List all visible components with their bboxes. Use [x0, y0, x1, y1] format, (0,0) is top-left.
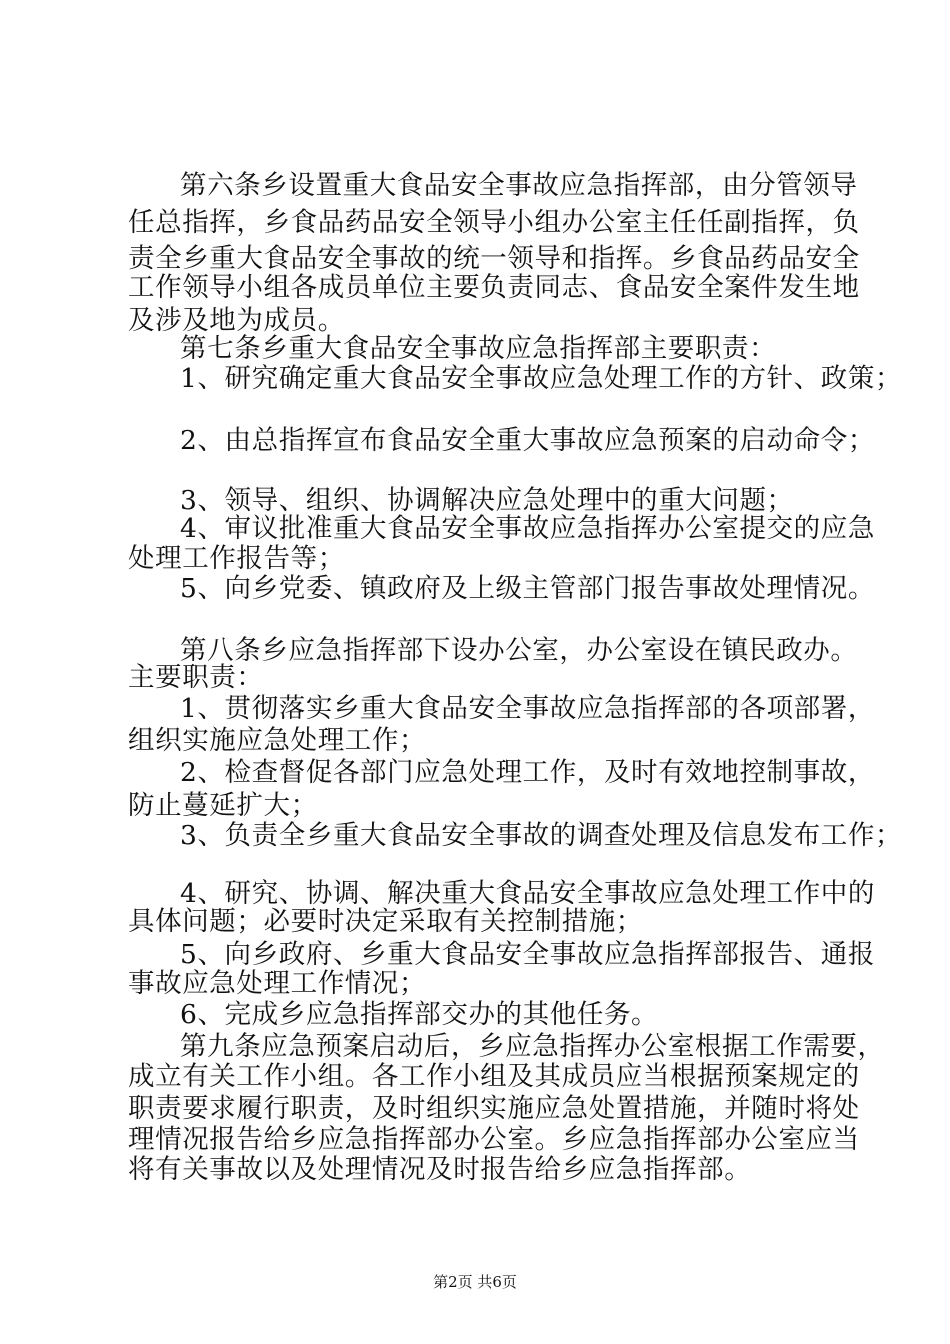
text-line: 工作领导小组各成员单位主要负责同志、食品安全案件发生地	[128, 272, 860, 303]
text-line: 第八条乡应急指挥部下设办公室，办公室设在镇民政办。	[180, 635, 858, 666]
text-line: 2、检查督促各部门应急处理工作，及时有效地控制事故，	[180, 757, 875, 788]
text-line: 事故应急处理工作情况；	[128, 968, 427, 999]
text-line: 6、完成乡应急指挥部交办的其他任务。	[180, 999, 659, 1030]
text-line: 4、审议批准重大食品安全事故应急指挥办公室提交的应急	[180, 513, 875, 544]
text-line: 具体问题；必要时决定采取有关控制措施；	[128, 906, 643, 937]
text-line: 5、向乡政府、乡重大食品安全事故应急指挥部报告、通报	[180, 939, 875, 970]
page-footer: 第2页 共6页	[433, 1273, 517, 1291]
text-line: 2、由总指挥宣布食品安全重大事故应急预案的启动命令；	[180, 425, 875, 456]
text-line: 第七条乡重大食品安全事故应急指挥部主要职责：	[180, 333, 777, 364]
text-line: 及涉及地为成员。	[128, 305, 345, 336]
text-line: 4、研究、协调、解决重大食品安全事故应急处理工作中的	[180, 878, 875, 909]
text-line: 将有关事故以及处理情况及时报告给乡应急指挥部。	[128, 1154, 752, 1185]
text-line: 5、向乡党委、镇政府及上级主管部门报告事故处理情况。	[180, 573, 875, 604]
text-line: 组织实施应急处理工作；	[128, 725, 427, 756]
text-line: 第六条乡设置重大食品安全事故应急指挥部，由分管领导	[180, 170, 858, 201]
text-line: 成立有关工作小组。各工作小组及其成员应当根据预案规定的	[128, 1061, 860, 1092]
text-line: 第九条应急预案启动后，乡应急指挥办公室根据工作需要，	[180, 1031, 885, 1062]
text-line: 理情况报告给乡应急指挥部办公室。乡应急指挥部办公室应当	[128, 1124, 860, 1155]
text-line: 主要职责：	[128, 662, 264, 693]
text-line: 处理工作报告等；	[128, 543, 345, 574]
text-line: 1、贯彻落实乡重大食品安全事故应急指挥部的各项部署，	[180, 693, 875, 724]
text-line: 任总指挥，乡食品药品安全领导小组办公室主任任副指挥，负	[128, 207, 860, 238]
text-line: 3、领导、组织、协调解决应急处理中的重大问题；	[180, 485, 794, 516]
text-line: 3、负责全乡重大食品安全事故的调查处理及信息发布工作；	[180, 820, 903, 851]
text-line: 1、研究确定重大食品安全事故应急处理工作的方针、政策；	[180, 363, 903, 394]
text-line: 防止蔓延扩大；	[128, 790, 318, 821]
text-line: 职责要求履行职责，及时组织实施应急处置措施，并随时将处	[128, 1093, 860, 1124]
text-line: 责全乡重大食品安全事故的统一领导和指挥。乡食品药品安全	[128, 243, 860, 274]
